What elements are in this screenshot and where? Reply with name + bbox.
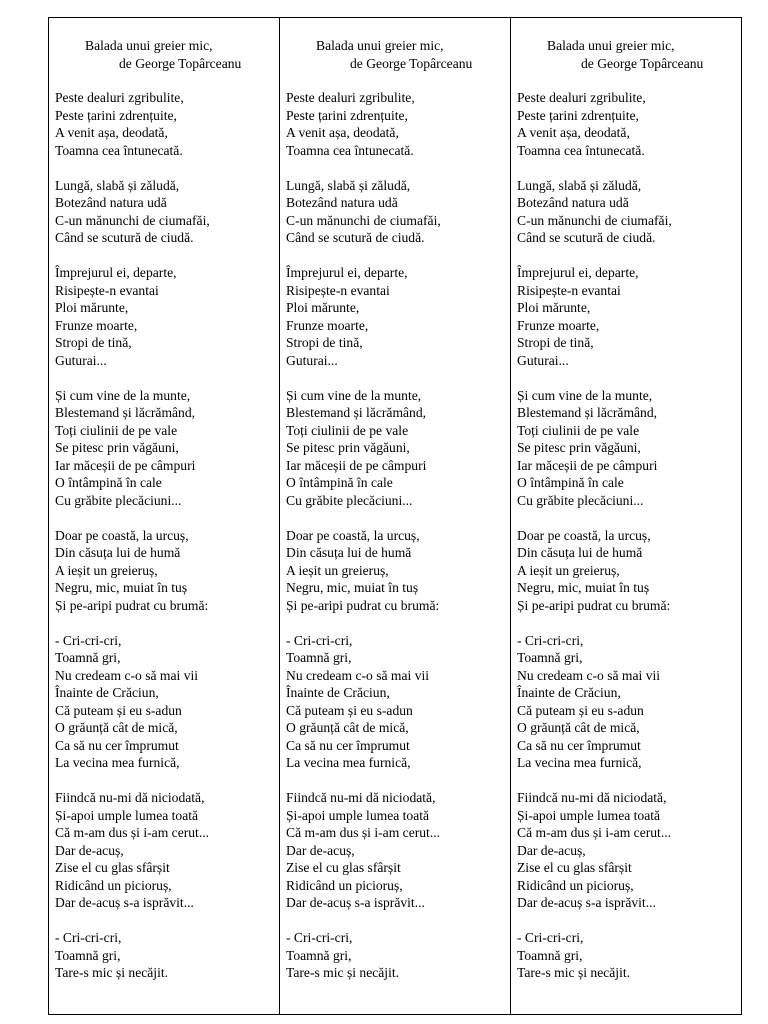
poem-author: de George Topârceanu xyxy=(350,55,473,71)
verse-line: La vecina mea furnică, xyxy=(55,755,180,770)
verse-line: C-un mănunchi de ciumafăi, xyxy=(517,212,672,228)
verse-line: Ca să nu cer împrumut xyxy=(55,737,179,753)
verse-line: Negru, mic, muiat în tuș xyxy=(517,580,650,595)
verse-line: Ridicând un picioruș, xyxy=(517,877,634,893)
verse-line: Și cum vine de la munte, xyxy=(55,387,191,403)
verse-line: Că m-am dus și i-am cerut... xyxy=(55,825,210,840)
verse-line: - Cri-cri-cri, xyxy=(286,930,353,945)
verse-line: Toamnă gri, xyxy=(517,947,583,963)
verse-line: Nu credeam c-o să mai vii xyxy=(517,667,661,683)
verse-line: Și-apoi umple lumea toată xyxy=(517,807,661,823)
stanza xyxy=(55,387,279,510)
verse-line: Din căsuța lui de humă xyxy=(517,545,643,560)
verse-line: Cu grăbite plecăciuni... xyxy=(517,492,644,508)
poem-author: de George Topârceanu xyxy=(119,55,242,71)
verse-line: Se pitesc prin văgăuni, xyxy=(55,440,179,455)
verse-line: Zise el cu glas sfârșit xyxy=(286,860,401,875)
verse-line: Doar pe coastă, la urcuș, xyxy=(286,527,420,543)
verse-line: Peste țarini zdrențuite, xyxy=(517,107,639,123)
verse-line: Fiindcă nu-mi dă niciodată, xyxy=(55,790,205,805)
verse-line: O întâmpină în cale xyxy=(55,475,162,490)
verse-line: A ieșit un greieruș, xyxy=(517,562,620,578)
verse-line: Împrejurul ei, departe, xyxy=(55,265,177,280)
verse-line: Când se scutură de ciudă. xyxy=(286,230,425,245)
verse-line: Peste dealuri zgribulite, xyxy=(517,90,646,105)
verse-line: Se pitesc prin văgăuni, xyxy=(517,440,641,455)
verse-line: Înainte de Crăciun, xyxy=(55,685,159,700)
verse-line: Și cum vine de la munte, xyxy=(517,387,653,403)
poem-column-2 xyxy=(279,18,510,1014)
verse-line: Se pitesc prin văgăuni, xyxy=(286,440,410,455)
verse-line: Și-apoi umple lumea toată xyxy=(55,807,199,823)
verse-line: Ploi mărunte, xyxy=(517,300,591,315)
verse-line: Botezând natura udă xyxy=(286,195,398,210)
verse-line: Botezând natura udă xyxy=(517,195,629,210)
poem-author: de George Topârceanu xyxy=(581,55,704,71)
verse-line: Că puteam și eu s-adun xyxy=(517,702,644,718)
verse-line: Și pe-aripi pudrat cu brumă: xyxy=(517,597,671,613)
verse-line: La vecina mea furnică, xyxy=(517,755,642,770)
stanza xyxy=(55,177,279,247)
verse-line: Blestemand și lăcrămând, xyxy=(517,405,658,420)
verse-line: C-un mănunchi de ciumafăi, xyxy=(55,212,210,228)
verse-line: O grăunță cât de mică, xyxy=(286,720,409,735)
verse-line: Stropi de tină, xyxy=(286,335,363,350)
verse-line: Ploi mărunte, xyxy=(55,300,129,315)
verse-line: A venit așa, deodată, xyxy=(55,125,168,140)
verse-line: Că m-am dus și i-am cerut... xyxy=(517,825,672,840)
poem-title: Balada unui greier mic, xyxy=(316,38,444,53)
stanza xyxy=(517,387,741,510)
verse-line: - Cri-cri-cri, xyxy=(286,632,353,648)
verse-line: Frunze moarte, xyxy=(55,317,138,333)
stanza xyxy=(55,632,279,772)
stanza xyxy=(517,632,741,772)
verse-line: Risipește-n evantai xyxy=(286,282,390,298)
verse-line: Toamnă gri, xyxy=(55,650,121,665)
verse-line: Înainte de Crăciun, xyxy=(286,685,390,700)
stanza xyxy=(55,929,279,982)
verse-line: - Cri-cri-cri, xyxy=(517,632,584,648)
verse-line: Toamna cea întunecată. xyxy=(286,142,414,158)
verse-line: Peste țarini zdrențuite, xyxy=(286,107,408,123)
verse-line: A venit așa, deodată, xyxy=(286,125,399,140)
verse-line: O întâmpină în cale xyxy=(517,475,624,490)
verse-line: Și pe-aripi pudrat cu brumă: xyxy=(286,597,440,613)
verse-line: Fiindcă nu-mi dă niciodată, xyxy=(517,790,667,805)
verse-line: - Cri-cri-cri, xyxy=(55,930,122,945)
verse-line: O întâmpină în cale xyxy=(286,475,393,490)
stanza xyxy=(286,89,510,159)
verse-line: Ca să nu cer împrumut xyxy=(517,737,641,753)
verse-line: Ridicând un picioruș, xyxy=(286,877,403,893)
stanza xyxy=(517,929,741,982)
verse-line: Doar pe coastă, la urcuș, xyxy=(55,527,189,543)
stanza xyxy=(55,264,279,369)
verse-line: Iar măceșii de pe câmpuri xyxy=(517,457,658,473)
verse-line: - Cri-cri-cri, xyxy=(55,632,122,648)
verse-line: Și pe-aripi pudrat cu brumă: xyxy=(55,597,209,613)
verse-line: O grăunță cât de mică, xyxy=(55,720,178,735)
verse-line: A ieșit un greieruș, xyxy=(286,562,389,578)
verse-line: Ca să nu cer împrumut xyxy=(286,737,410,753)
verse-line: Că puteam și eu s-adun xyxy=(55,702,182,718)
verse-line: Blestemand și lăcrămând, xyxy=(55,405,196,420)
poem-title: Balada unui greier mic, xyxy=(547,38,675,53)
verse-line: Tare-s mic și necăjit. xyxy=(517,965,631,980)
verse-line: O grăunță cât de mică, xyxy=(517,720,640,735)
stanza xyxy=(517,89,741,159)
verse-line: Toamnă gri, xyxy=(517,650,583,665)
stanza xyxy=(286,929,510,982)
verse-line: Când se scutură de ciudă. xyxy=(517,230,656,245)
verse-line: Că m-am dus și i-am cerut... xyxy=(286,825,441,840)
verse-line: Stropi de tină, xyxy=(55,335,132,350)
stanza xyxy=(286,789,510,912)
verse-line: Dar de-acuș, xyxy=(286,842,355,858)
stanza xyxy=(55,527,279,615)
verse-line: Dar de-acuș, xyxy=(55,842,124,858)
stanza xyxy=(517,264,741,369)
verse-line: Din căsuța lui de humă xyxy=(286,545,412,560)
verse-line: Din căsuța lui de humă xyxy=(55,545,181,560)
verse-line: A ieșit un greieruș, xyxy=(55,562,158,578)
verse-line: Când se scutură de ciudă. xyxy=(55,230,194,245)
verse-line: Blestemand și lăcrămând, xyxy=(286,405,427,420)
verse-line: Și cum vine de la munte, xyxy=(286,387,422,403)
verse-line: Toamnă gri, xyxy=(286,947,352,963)
verse-line: Peste țarini zdrențuite, xyxy=(55,107,177,123)
verse-line: Că puteam și eu s-adun xyxy=(286,702,413,718)
verse-line: Cu grăbite plecăciuni... xyxy=(286,492,413,508)
verse-line: Cu grăbite plecăciuni... xyxy=(55,492,182,508)
verse-line: Guturai... xyxy=(55,352,107,368)
stanza xyxy=(517,789,741,912)
verse-line: Iar măceșii de pe câmpuri xyxy=(55,457,196,473)
verse-line: Lungă, slabă și zăludă, xyxy=(286,177,411,193)
verse-line: Și-apoi umple lumea toată xyxy=(286,807,430,823)
verse-line: La vecina mea furnică, xyxy=(286,755,411,770)
verse-line: Dar de-acuș, xyxy=(517,842,586,858)
poem-heading xyxy=(517,37,741,72)
verse-line: Negru, mic, muiat în tuș xyxy=(286,580,419,595)
verse-line: Tare-s mic și necăjit. xyxy=(286,965,400,980)
verse-line: Dar de-acuș s-a isprăvit... xyxy=(286,895,425,910)
poem-column-3 xyxy=(510,18,741,1014)
verse-line: Risipește-n evantai xyxy=(517,282,621,298)
verse-line: Împrejurul ei, departe, xyxy=(286,265,408,280)
verse-line: Guturai... xyxy=(517,352,569,368)
verse-line: Toți ciulinii de pe vale xyxy=(55,422,178,438)
verse-line: Nu credeam c-o să mai vii xyxy=(55,667,199,683)
verse-line: Dar de-acuș s-a isprăvit... xyxy=(55,895,194,910)
verse-line: Doar pe coastă, la urcuș, xyxy=(517,527,651,543)
poem-heading xyxy=(55,37,279,72)
verse-line: Toamna cea întunecată. xyxy=(55,142,183,158)
verse-line: Risipește-n evantai xyxy=(55,282,159,298)
stanza xyxy=(286,177,510,247)
verse-line: Tare-s mic și necăjit. xyxy=(55,965,169,980)
stanza xyxy=(517,177,741,247)
verse-line: Lungă, slabă și zăludă, xyxy=(517,177,642,193)
verse-line: Zise el cu glas sfârșit xyxy=(55,860,170,875)
verse-line: C-un mănunchi de ciumafăi, xyxy=(286,212,441,228)
poem-title: Balada unui greier mic, xyxy=(85,38,213,53)
verse-line: Peste dealuri zgribulite, xyxy=(286,90,415,105)
verse-line: Frunze moarte, xyxy=(517,317,600,333)
poem-heading xyxy=(286,37,510,72)
verse-line: Frunze moarte, xyxy=(286,317,369,333)
page-frame xyxy=(48,17,742,1015)
verse-line: - Cri-cri-cri, xyxy=(517,930,584,945)
verse-line: Botezând natura udă xyxy=(55,195,167,210)
stanza xyxy=(55,89,279,159)
verse-line: Toți ciulinii de pe vale xyxy=(286,422,409,438)
verse-line: Toamnă gri, xyxy=(55,947,121,963)
verse-line: Toamna cea întunecată. xyxy=(517,142,645,158)
poem-column-1 xyxy=(49,18,279,1014)
verse-line: Dar de-acuș s-a isprăvit... xyxy=(517,895,656,910)
verse-line: Peste dealuri zgribulite, xyxy=(55,90,184,105)
verse-line: Împrejurul ei, departe, xyxy=(517,265,639,280)
stanza xyxy=(286,527,510,615)
verse-line: Lungă, slabă și zăludă, xyxy=(55,177,180,193)
stanza xyxy=(286,264,510,369)
stanza xyxy=(286,632,510,772)
verse-line: Ridicând un picioruș, xyxy=(55,877,172,893)
stanza xyxy=(286,387,510,510)
verse-line: Nu credeam c-o să mai vii xyxy=(286,667,430,683)
verse-line: Iar măceșii de pe câmpuri xyxy=(286,457,427,473)
verse-line: Toți ciulinii de pe vale xyxy=(517,422,640,438)
verse-line: Fiindcă nu-mi dă niciodată, xyxy=(286,790,436,805)
stanza xyxy=(517,527,741,615)
stanza xyxy=(55,789,279,912)
verse-line: Stropi de tină, xyxy=(517,335,594,350)
verse-line: Ploi mărunte, xyxy=(286,300,360,315)
verse-line: Înainte de Crăciun, xyxy=(517,685,621,700)
verse-line: Negru, mic, muiat în tuș xyxy=(55,580,188,595)
verse-line: Zise el cu glas sfârșit xyxy=(517,860,632,875)
verse-line: Guturai... xyxy=(286,352,338,368)
verse-line: Toamnă gri, xyxy=(286,650,352,665)
verse-line: A venit așa, deodată, xyxy=(517,125,630,140)
